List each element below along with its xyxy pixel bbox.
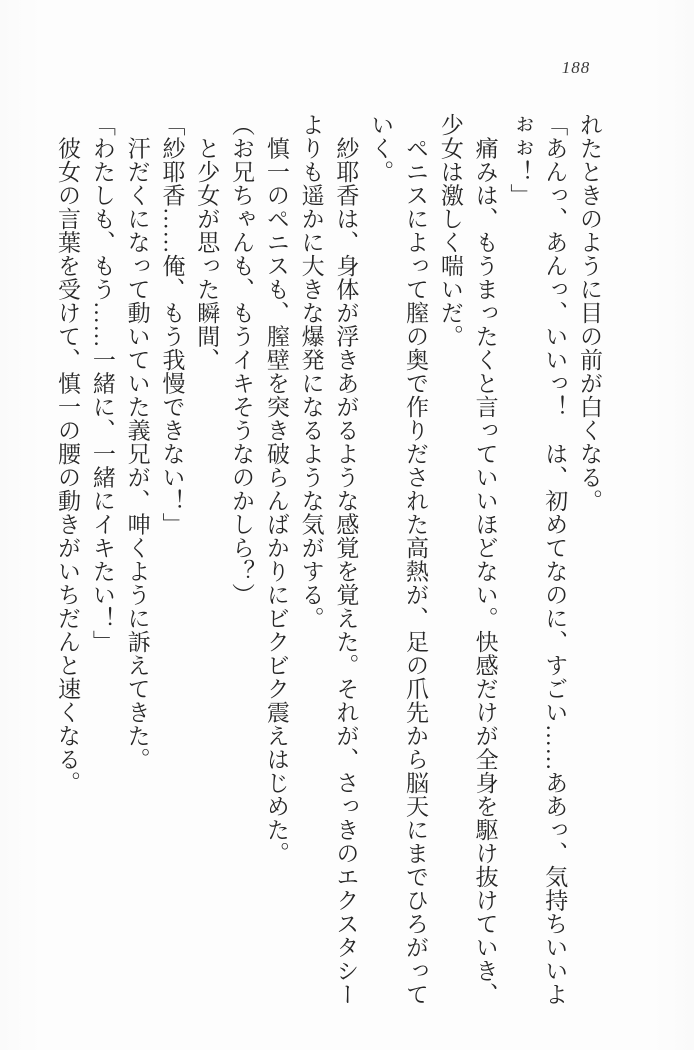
text-line: 痛みは、もうまったくと言っていいほどない。快感だけが全身を駆け抜けていき、 <box>472 113 498 1006</box>
text-line: 少女は激しく喘いだ。 <box>437 113 463 348</box>
text-line: ぉぉ！」 <box>507 113 533 207</box>
text-line: よりも遥かに大きな爆発になるような気がする。 <box>298 113 324 630</box>
page-number: 188 <box>561 58 591 77</box>
text-line: ペニスによって膣の奥で作りだされた高熱が、足の爪先から脳天にまでひろがって <box>403 113 429 1006</box>
vertical-text-block <box>49 113 606 1013</box>
text-line: と少女が思った瞬間、 <box>194 113 220 372</box>
text-line: れたときのように目の前が白くなる。 <box>577 113 602 513</box>
text-line: いく。 <box>368 113 394 184</box>
text-line: 「わたしも、もう……一緒に、一緒にイキたい！」 <box>89 113 115 654</box>
text-line: 「あんっ、あんっ、いいっ！ は、初めてなのに、すごい……ああっ、気持ちいいよ <box>542 113 568 1006</box>
text-line: （お兄ちゃんも、もうイキそうなのかしら？） <box>229 113 255 607</box>
text-line: 汗だくになって動いていた義兄が、呻くように訴えてきた。 <box>124 113 150 771</box>
text-line: 慎一のペニスも、膣壁を突き破らんばかりにビクビク震えはじめた。 <box>263 113 289 865</box>
text-line: 彼女の言葉を受けて、慎一の腰の動きがいちだんと速くなる。 <box>55 113 81 795</box>
text-line: 「紗耶香……俺、もう我慢できない！」 <box>159 113 185 536</box>
text-line: 紗耶香は、身体が浮きあがるような感覚を覚えた。それが、さっきのエクスタシー <box>333 113 359 1006</box>
